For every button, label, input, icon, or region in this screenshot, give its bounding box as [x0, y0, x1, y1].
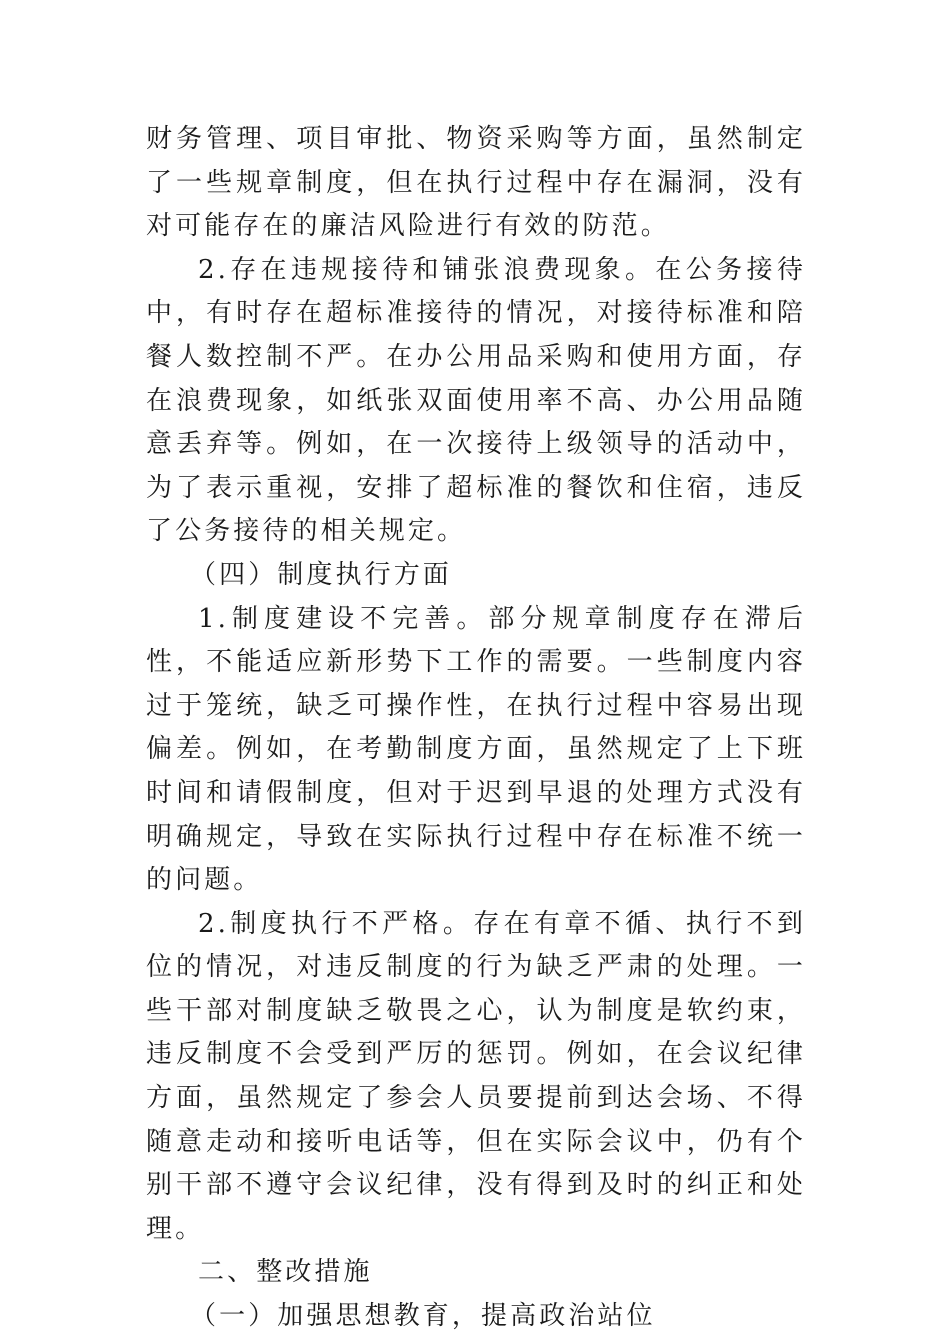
heading-rectification-measures: 二、整改措施 [198, 1257, 373, 1288]
paragraph-continuation: 财务管理、项目审批、物资采购等方面，虽然制定了一些规章制度，但在执行过程中存在漏洞，没有对可能存在的廉洁风险进行有效的防范。 [146, 124, 806, 242]
paragraph-system-enforcement: 2.制度执行不严格。存在有章不循、执行不到位的情况，对违反制度的行为缺乏严肃的处理。一些干部对制度缺乏敬畏之心，认为制度是软约束，违反制度不会受到严厉的惩罚。例如，在会议纪律方面，虽然规定了参会人员要提前到达会场、不得随意走动和接听电话等，但在实际会议中，仍有个别干部不遵守会议纪律，没有得到及时的纠正和处理。 [146, 908, 806, 1244]
subheading-ideological-education: （一）加强思想教育，提高政治站位 [190, 1301, 656, 1332]
subheading-system-execution: （四）制度执行方面 [190, 559, 452, 590]
paragraph-system-construction: 1.制度建设不完善。部分规章制度存在滞后性，不能适应新形势下工作的需要。一些制度内容过于笼统，缺乏可操作性，在执行过程中容易出现偏差。例如，在考勤制度方面，虽然规定了上下班时间和请假制度，但对于迟到早退的处理方式没有明确规定，导致在实际执行过程中存在标准不统一的问题。 [146, 603, 806, 896]
document-body [146, 118, 806, 1339]
paragraph-reception-waste: 2.存在违规接待和铺张浪费现象。在公务接待中，有时存在超标准接待的情况，对接待标准和陪餐人数控制不严。在办公用品采购和使用方面，存在浪费现象，如纸张双面使用率不高、办公用品随意丢弃等。例如，在一次接待上级领导的活动中，为了表示重视，安排了超标准的餐饮和住宿，违反了公务接待的相关规定。 [146, 254, 806, 547]
